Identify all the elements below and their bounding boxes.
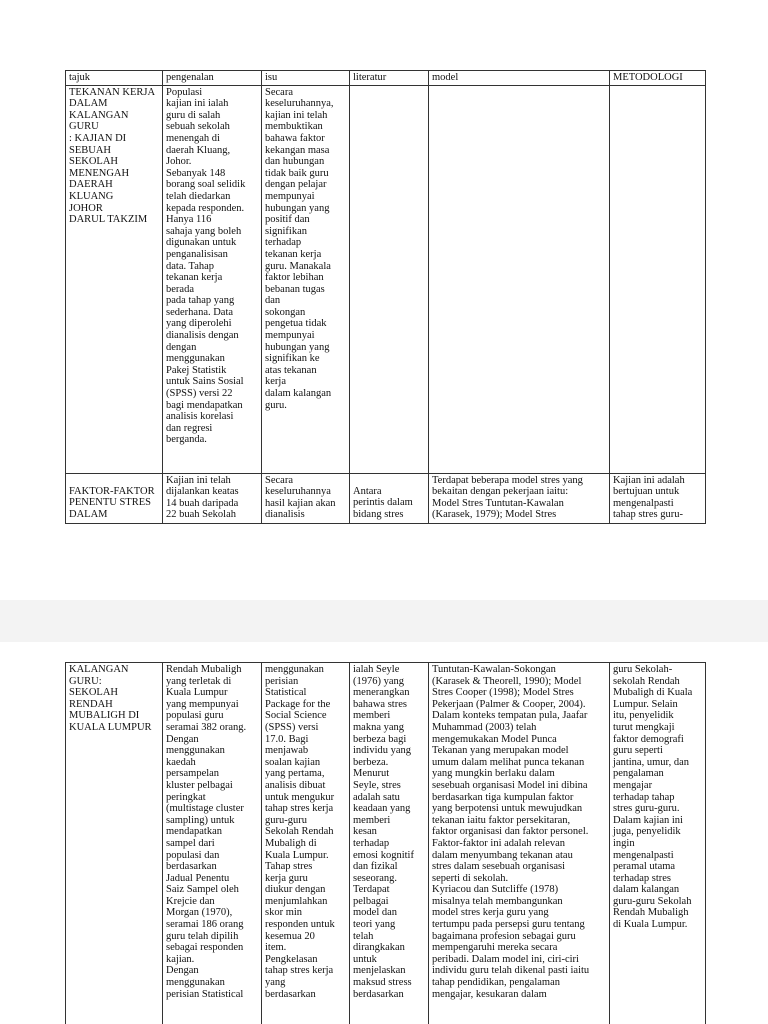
table-header-row	[66, 71, 706, 86]
header-metodologi: METODOLOGI	[610, 71, 706, 86]
row2-tajuk-cell: FAKTOR-FAKTOR PENENTU STRES DALAM	[66, 473, 163, 523]
row2-isu-cell: Secara keseluruhannya hasil kajian akan dianalisis	[262, 473, 350, 523]
row2-metodologi-continued-cell: guru Sekolah- sekolah Rendah Mubaligh di Kuala Lumpur. Selain itu, penyelidik turut mengkaji faktor demografi guru seperti jantina, umur, dan pengalaman mengajar terhadap tahap stres guru-guru. Dalam kajian ini juga, penyelidik ingin mengenalpasti peramal utama terhadap stres dalam kalangan guru-guru Sekolah Rendah Mubaligh di Kuala Lumpur.	[610, 663, 706, 1024]
row1-metodologi-cell	[610, 85, 706, 473]
header-model: model	[429, 71, 610, 86]
row2-literatur-cell: Antara perintis dalam bidang stres	[350, 473, 429, 523]
row2-model-cell: Terdapat beberapa model stres yang bekaitan dengan pekerjaan iaitu: Model Stres Tuntutan-Kawalan (Karasek, 1979); Model Stres	[429, 473, 610, 523]
document-page-2	[0, 642, 768, 1024]
row2-literatur-continued-cell: ialah Seyle (1976) yang menerangkan bahawa stres memberi makna yang berbeza bagi individu yang berbeza. Menurut Seyle, stres adalah satu keadaan yang memberi kesan terhadap emosi kognitif dan fizikal seseorang. Terdapat pelbagai model dan teori yang telah dirangkakan untuk menjelaskan maksud stress berdasarkan	[350, 663, 429, 1024]
page-separator	[0, 600, 768, 642]
header-literatur: literatur	[350, 71, 429, 86]
row1-model-cell	[429, 85, 610, 473]
table-row	[66, 473, 706, 523]
row2-tajuk-continued-cell: KALANGAN GURU: SEKOLAH RENDAH MUBALIGH DI KUALA LUMPUR	[66, 663, 163, 1024]
header-pengenalan: pengenalan	[163, 71, 262, 86]
table-row	[66, 663, 706, 1024]
header-isu: isu	[262, 71, 350, 86]
row1-literatur-cell	[350, 85, 429, 473]
row2-pengenalan-continued-cell: Rendah Mubaligh yang terletak di Kuala Lumpur yang mempunyai populasi guru seramai 382 orang. Dengan menggunakan kaedah persampelan kluster pelbagai peringkat (multistage cluster sampling) untuk mendapatkan sampel dari populasi dan berdasarkan Jadual Penentu Saiz Sampel oleh Krejcie dan Morgan (1970), seramai 186 orang guru telah dipilih sebagai responden kajian. Dengan menggunakan perisian Statistical	[163, 663, 262, 1024]
row2-model-continued-cell: Tuntutan-Kawalan-Sokongan (Karasek & Theorell, 1990); Model Stres Cooper (1998); Model Stres Pekerjaan (Palmer & Cooper, 2004). Dalam konteks tempatan pula, Jaafar Muhammad (2003) telah mengemukakan Model Punca Tekanan yang merupakan model umum dalam melihat punca tekanan yang mungkin berlaku dalam sesebuah organisasi Model ini dibina berdasarkan tiga kumpulan faktor yang berpotensi untuk mewujudkan tekanan iaitu faktor persekitaran, faktor organisasi dan faktor personel. Faktor-faktor ini adalah relevan dalam menyumbang tekanan atau stres dalam sesebuah organisasi seperti di sekolah. Kyriacou dan Sutcliffe (1978) misalnya telah membangunkan model stres kerja guru yang tertumpu pada persepsi guru tentang bagaimana profesion sebagai guru mempengaruhi mereka secara peribadi. Dalam model ini, ciri-ciri individu guru telah dikenal pasti iaitu tahap pendidikan, pengalaman mengajar, kesukaran dalam	[429, 663, 610, 1024]
header-tajuk: tajuk	[66, 71, 163, 86]
row2-metodologi-cell: Kajian ini adalah bertujuan untuk mengenalpasti tahap stres guru-	[610, 473, 706, 523]
research-table-part-1	[65, 70, 706, 524]
row1-isu-cell: Secara keseluruhannya, kajian ini telah membuktikan bahawa faktor kekangan masa dan hubungan tidak baik guru dengan pelajar mempunyai hubungan yang positif dan signifikan terhadap tekanan kerja guru. Manakala faktor lebihan bebanan tugas dan sokongan pengetua tidak mempunyai hubungan yang signifikan ke atas tekanan kerja dalam kalangan guru.	[262, 85, 350, 473]
row1-pengenalan-cell: Populasi kajian ini ialah guru di salah sebuah sekolah menengah di daerah Kluang, Johor. Sebanyak 148 borang soal selidik telah diedarkan kepada responden. Hanya 116 sahaja yang boleh digunakan untuk penganalisisan data. Tahap tekanan kerja berada pada tahap yang sederhana. Data yang diperolehi dianalisis dengan dengan menggunakan Pakej Statistik untuk Sains Sosial (SPSS) versi 22 bagi mendapatkan analisis korelasi dan regresi berganda.	[163, 85, 262, 473]
row2-isu-continued-cell: menggunakan perisian Statistical Package for the Social Science (SPSS) versi 17.0. Bagi menjawab soalan kajian yang pertama, analisis dibuat untuk mengukur tahap stres kerja guru-guru Sekolah Rendah Mubaligh di Kuala Lumpur. Tahap stres kerja guru diukur dengan menjumlahkan skor min responden untuk kesemua 20 item. Pengkelasan tahap stres kerja yang berdasarkan	[262, 663, 350, 1024]
research-table-part-2	[65, 662, 706, 1024]
table-row	[66, 85, 706, 473]
row2-pengenalan-cell: Kajian ini telah dijalankan keatas 14 buah daripada 22 buah Sekolah	[163, 473, 262, 523]
row1-tajuk-cell: TEKANAN KERJA DALAM KALANGAN GURU : KAJIAN DI SEBUAH SEKOLAH MENENGAH DAERAH KLUANG JOHOR DARUL TAKZIM	[66, 85, 163, 473]
